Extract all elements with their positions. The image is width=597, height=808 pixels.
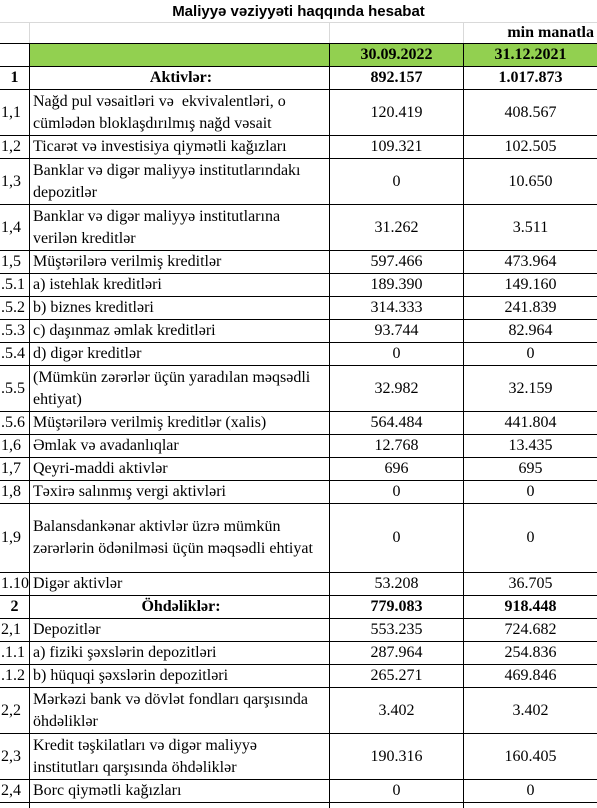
row-label-line: öhdəliklər [33,712,98,730]
section-row-liabilities [0,596,597,619]
value-30-09-2022: 189.390 [330,274,464,296]
row-label-line: b) biznes kreditləri [33,299,154,316]
row-number: .1.2 [0,665,30,687]
value-31-12-2021: 441.804 [504,414,557,431]
table-row-partial [0,803,597,808]
row-label-line: verilən kreditlər [33,229,136,247]
value-30-09-2022: 53.208 [330,573,464,595]
row-label-line: Borc qiymətli kağızları [33,782,182,799]
row-label-line: Banklar və digər maliyyə institutlarına [33,207,281,225]
row-number: .1.1 [0,642,30,664]
row-label [30,665,330,687]
table-row [0,458,597,481]
value-31-12-2021: 32.159 [508,379,553,397]
value-31-12-2021: 724.682 [504,621,557,638]
table-row [0,642,597,665]
row-label-line: (Mümkün zərərlər üçün yaradılan məqsədli [33,368,311,386]
row-number: 2,3 [0,734,30,779]
table-row [0,90,597,136]
row-number: 1,6 [0,435,30,457]
row-label [30,274,330,296]
value-30-09-2022: 597.466 [330,251,464,273]
value-30-09-2022: 190.316 [330,734,464,779]
unit-row [0,22,597,44]
value-30-09-2022: 287.964 [330,642,464,664]
row-label-line: Qeyri-maddi aktivlər [33,460,168,477]
table-row [0,320,597,343]
empty-cell [30,23,330,43]
value-30-09-2022: 0 [330,780,464,802]
table-row [0,619,597,642]
column-header-row [0,44,597,67]
value-31-12-2021: 160.405 [504,747,557,765]
row-label-line: cümlədən bloklaşdırılmış nağd vəsait [33,114,272,132]
row-label-line: Əmlak və avadanlıqlar [33,437,179,454]
value-30-09-2022: 0 [330,481,464,503]
empty-cell [330,23,464,43]
row-label-line: institutları qarşısında öhdəliklər [33,758,237,776]
row-label [30,205,330,250]
table-row [0,159,597,205]
row-number: 1,3 [0,159,30,204]
row-label-line: depozitlər [33,183,97,201]
value-31-12-2021: 82.964 [508,322,553,339]
row-number: 1,4 [0,205,30,250]
row-label [30,504,330,572]
value-30-09-2022: 314.333 [330,297,464,319]
table-row [0,412,597,435]
empty-cell [0,803,30,808]
empty-cell [0,44,30,66]
row-number: 1 [0,67,30,89]
row-number: 2,4 [0,780,30,802]
header-label-cell [30,44,330,66]
unit-label: min manatla [507,24,594,41]
row-label-line: b) hüquqi şəxslərin depozitləri [33,667,229,684]
value-30-09-2022: 0 [330,504,464,572]
value-31-12-2021: 918.448 [504,598,557,615]
value-30-09-2022: 696 [330,458,464,480]
row-label [30,159,330,204]
row-label [30,251,330,273]
table-row [0,136,597,159]
value-30-09-2022: 3.402 [330,688,464,733]
value-30-09-2022: 0 [330,159,464,204]
table-row [0,734,597,780]
table-row [0,435,597,458]
value-31-12-2021: 3.511 [512,218,549,236]
row-label-line: a) istehlak kreditləri [33,276,162,293]
table-row [0,481,597,504]
row-label [30,619,330,641]
table-row [0,251,597,274]
row-number: .5.4 [0,343,30,365]
value-31-12-2021: 695 [518,460,543,477]
row-number: 2,1 [0,619,30,641]
value-31-12-2021: 473.964 [504,253,557,270]
value-30-09-2022: 892.157 [330,67,464,89]
value-31-12-2021: 0 [526,782,535,799]
row-label-line: Öhdəliklər: [141,598,221,615]
table-row [0,504,597,573]
column-header-30-09-2022: 30.09.2022 [330,44,464,66]
value-31-12-2021: 10.650 [508,172,553,190]
value-30-09-2022: 12.768 [330,435,464,457]
section-row-assets [0,67,597,90]
table-row [0,274,597,297]
row-number: 1,8 [0,481,30,503]
row-label [30,596,330,618]
value-30-09-2022: 265.271 [330,665,464,687]
empty-cell [464,803,597,808]
row-number: 1,5 [0,251,30,273]
row-label [30,642,330,664]
row-number: .5.2 [0,297,30,319]
value-31-12-2021: 102.505 [504,138,557,155]
row-label-line: a) fiziki şəxslərin depozitləri [33,644,217,661]
empty-cell [30,803,330,808]
row-label [30,458,330,480]
row-number: 2 [0,596,30,618]
value-30-09-2022: 120.419 [330,90,464,135]
row-label-line: Balansdankənar aktivlər üzrə mümkün [33,518,281,535]
value-31-12-2021: 469.846 [504,667,557,684]
value-30-09-2022: 31.262 [330,205,464,250]
value-31-12-2021: 0 [526,529,535,546]
row-label-line: Digər aktivlər [33,575,123,592]
row-label [30,136,330,158]
value-30-09-2022: 553.235 [330,619,464,641]
value-31-12-2021: 1.017.873 [498,69,563,86]
table-row [0,205,597,251]
report-title: Maliyyə vəziyyəti haqqında hesabat [172,2,425,20]
table-row [0,573,597,596]
row-number: 1,7 [0,458,30,480]
value-31-12-2021: 0 [526,345,535,362]
row-number: 1.10 [0,573,30,595]
value-31-12-2021: 3.402 [512,701,549,719]
row-label [30,780,330,802]
row-label-line: c) daşınmaz əmlak kreditləri [33,322,216,339]
row-label-line: Mərkəzi bank və dövlət fondları qarşısında [33,690,309,708]
row-number: 1,9 [0,504,30,572]
row-number: .5.6 [0,412,30,434]
table-row [0,343,597,366]
value-31-12-2021: 0 [526,483,535,500]
row-label-line: Aktivlər: [149,69,213,86]
value-31-12-2021: 149.160 [504,276,557,293]
value-30-09-2022: 0 [330,343,464,365]
row-label [30,366,330,411]
row-label [30,688,330,733]
row-label-line: Depozitlər [33,621,101,638]
row-label-line: Nağd pul vəsaitləri və ekvivalentləri, o [33,92,286,110]
row-label [30,297,330,319]
value-30-09-2022: 779.083 [330,596,464,618]
row-label [30,67,330,89]
table-row [0,780,597,803]
row-label-line: Müştərilərə verilmiş kreditlər [33,253,222,270]
row-number: 2,2 [0,688,30,733]
value-31-12-2021: 408.567 [504,103,557,121]
row-label-line: d) digər kreditlər [33,345,142,362]
table-row [0,297,597,320]
value-31-12-2021: 36.705 [508,575,553,592]
row-number: 1,2 [0,136,30,158]
value-31-12-2021: 241.839 [504,299,557,316]
row-label [30,90,330,135]
row-label-line: ehtiyat) [33,390,82,408]
value-30-09-2022: 93.744 [330,320,464,342]
row-label-line: Ticarət və investisiya qiymətli kağızları [33,138,287,155]
row-label-line: Banklar və digər maliyyə institutlarındakı [33,161,301,179]
row-number: 1,1 [0,90,30,135]
row-label-line: Kredit təşkilatları və digər maliyyə [33,736,257,754]
empty-cell [0,23,30,43]
row-label [30,435,330,457]
row-label-line: Təxirə salınmış vergi aktivləri [33,483,226,500]
row-label [30,573,330,595]
value-30-09-2022: 109.321 [330,136,464,158]
column-header-31-12-2021: 31.12.2021 [464,44,597,66]
row-label-line: Müştərilərə verilmiş kreditlər (xalis) [33,414,267,431]
value-30-09-2022: 564.484 [330,412,464,434]
row-label [30,320,330,342]
row-number: .5.3 [0,320,30,342]
row-number: .5.1 [0,274,30,296]
value-31-12-2021: 13.435 [508,437,553,454]
empty-cell [330,803,464,808]
row-label [30,343,330,365]
table-row [0,688,597,734]
value-31-12-2021: 254.836 [504,644,557,661]
row-label [30,481,330,503]
row-label-line: zərərlərin ödənilməsi üçün məqsədli ehtiyat [33,540,313,557]
table-row [0,665,597,688]
table-row [0,366,597,412]
row-label [30,734,330,779]
value-30-09-2022: 32.982 [330,366,464,411]
row-label [30,412,330,434]
row-number: .5.5 [0,366,30,411]
